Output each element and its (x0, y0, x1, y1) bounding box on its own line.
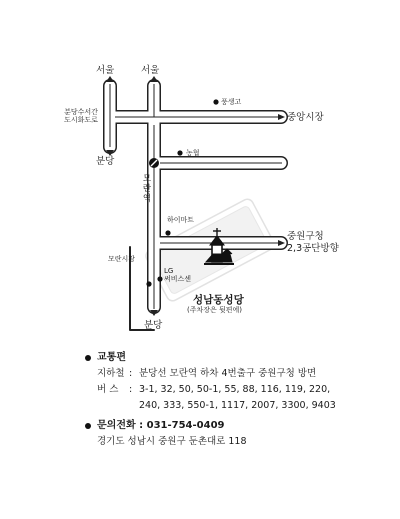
bullet-icon (85, 355, 91, 361)
info-panel (85, 350, 385, 450)
bullet-icon (85, 423, 91, 429)
subway-row: 지하철 : 분당선 모란역 하차 4번출구 중원구청 방면 (85, 366, 385, 382)
label-bundang-left: 분당 (96, 156, 115, 167)
subway-label: 지하철 (97, 368, 125, 379)
transport-title: 교통편 (97, 352, 126, 363)
label-seoul-left: 서울 (96, 65, 115, 76)
label-pungsaeng: 풍생고 (221, 98, 242, 106)
bus-line-1: 3-1, 32, 50, 50-1, 55, 88, 116, 119, 220, (139, 384, 331, 395)
label-industrial-complex: 2,3공단방향 (287, 243, 339, 254)
church-name: 성남동성당 (193, 294, 244, 306)
transport-heading (85, 350, 385, 366)
bus-label: 버 스 (97, 384, 119, 395)
label-himart: 하이마트 (167, 216, 195, 224)
address-text: 경기도 성남시 중원구 둔촌대로 118 (97, 436, 247, 447)
address-row (85, 434, 385, 450)
label-jungang-market: 중앙시장 (287, 112, 324, 123)
parking-note: (주차장은 뒷편에) (187, 306, 243, 314)
bus-row-2 (85, 398, 385, 414)
phone-number[interactable]: 031-754-0409 (146, 420, 225, 431)
phone-label: 문의전화 (97, 420, 136, 431)
bus-row: 버 스 : 3-1, 32, 50, 50-1, 55, 88, 116, 119, 220, (85, 382, 385, 398)
label-highway: 분당수서간 도시화도로 (64, 108, 98, 124)
bus-line-2: 240, 333, 550-1, 1117, 2007, 3300, 9403 (139, 400, 336, 411)
label-bundang-bottom: 분당 (144, 320, 163, 331)
label-nonghyup: 농협 (186, 149, 200, 157)
label-moran-market: 모란시장 (108, 255, 136, 263)
label-jungwon-office: 중원구청 (287, 231, 324, 242)
label-seoul-right: 서울 (141, 65, 160, 76)
subway-station-icon (149, 158, 159, 168)
phone-row: 문의전화 : 031-754-0409 (85, 418, 385, 434)
label-moran-station: 모란역 (142, 174, 152, 204)
subway-text: 분당선 모란역 하차 4번출구 중원구청 방면 (139, 368, 317, 379)
label-lg-service: LG 써비스센 (164, 267, 192, 283)
